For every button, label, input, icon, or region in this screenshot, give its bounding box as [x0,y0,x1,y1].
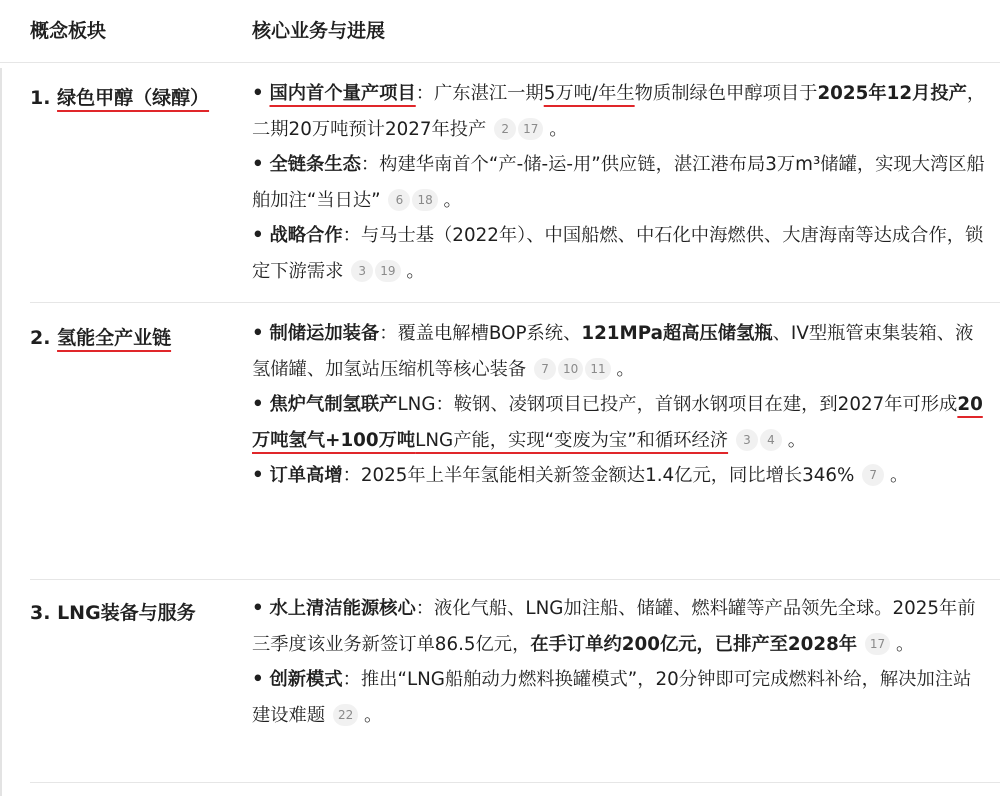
business-content [252,316,987,494]
item-heading: 国内首个量产项目 [269,83,416,104]
list-item: • 订单高增：2025年上半年氢能相关新签金额达1.4亿元，同比增长346% 7 。 [252,465,909,486]
header-business: 核心业务与进展 [252,20,386,42]
item-heading: 订单高增 [269,465,343,486]
citation-badge[interactable]: 3 [351,260,373,282]
list-item: • 制储运加装备：覆盖电解槽BOP系统、121MPa超高压储氢瓶、IV型瓶管束集装箱、液氢储罐、加氢站压缩机等核心装备 7 10 11 。 [252,323,974,380]
row-number: 3. [30,602,58,624]
citation-badge[interactable]: 22 [333,704,358,726]
left-edge-divider [0,68,2,796]
item-heading: 焦炉气制氢联产 [269,394,398,415]
table-row [30,303,1000,580]
concept-title [30,598,196,625]
table-header [0,0,1000,63]
list-item: • 创新模式：推出“LNG船舶动力燃料换罐模式”，20分钟即可完成燃料补给，解决加注站建设难题 22 。 [252,669,972,726]
concept-title [30,83,209,110]
header-concept: 概念板块 [30,20,107,42]
concept-title [30,323,171,350]
citation-badge[interactable]: 6 [388,189,410,211]
list-item: • 战略合作：与马士基（2022年）、中国船燃、中石化中海燃供、大唐海南等达成合作，锁定下游需求 3 19 。 [252,225,984,282]
business-content [252,591,987,733]
concept-name: 氢能全产业链 [57,327,172,349]
list-item: • 焦炉气制氢联产LNG：鞍钢、凌钢项目已投产，首钢水钢项目在建，到2027年可形成20万吨氢气+100万吨LNG产能，实现“变废为宝”和循环经济 3 4 。 [252,394,983,451]
item-heading: 全链条生态 [269,154,361,175]
list-item: • 国内首个量产项目：广东湛江一期5万吨/年生物质制绿色甲醇项目于2025年12月投产，二期20万吨预计2027年投产 2 17 。 [252,83,986,140]
citation-badge[interactable]: 2 [494,118,516,140]
table-row [30,63,1000,303]
business-content [252,76,987,289]
item-heading: 制储运加装备 [269,323,380,344]
item-heading: 创新模式 [269,669,343,690]
citation-badge[interactable]: 10 [558,358,583,380]
row-number: 1. [30,87,58,109]
citation-badge[interactable]: 7 [534,358,556,380]
citation-badge[interactable]: 18 [412,189,437,211]
concept-name: 绿色甲醇（绿醇） [57,87,210,109]
citation-badge[interactable]: 7 [862,464,884,486]
list-item: • 水上清洁能源核心：液化气船、LNG加注船、储罐、燃料罐等产品领先全球。2025年前三季度该业务新签订单86.5亿元，在手订单约200亿元，已排产至2028年 17 。 [252,598,976,655]
row-number: 2. [30,327,58,349]
citation-badge[interactable]: 17 [865,633,890,655]
citation-badge[interactable]: 3 [736,429,758,451]
list-item: • 全链条生态：构建华南首个“产-储-运-用”供应链，湛江港布局3万m³储罐，实现大湾区船舶加注“当日达” 6 18 。 [252,154,985,211]
concept-name: LNG装备与服务 [57,602,196,624]
citation-badge[interactable]: 4 [760,429,782,451]
citation-badge[interactable]: 11 [585,358,610,380]
item-heading: 战略合作 [269,225,343,246]
table-row [30,580,1000,783]
item-heading: 水上清洁能源核心 [269,598,416,619]
citation-badge[interactable]: 17 [518,118,543,140]
citation-badge[interactable]: 19 [375,260,400,282]
